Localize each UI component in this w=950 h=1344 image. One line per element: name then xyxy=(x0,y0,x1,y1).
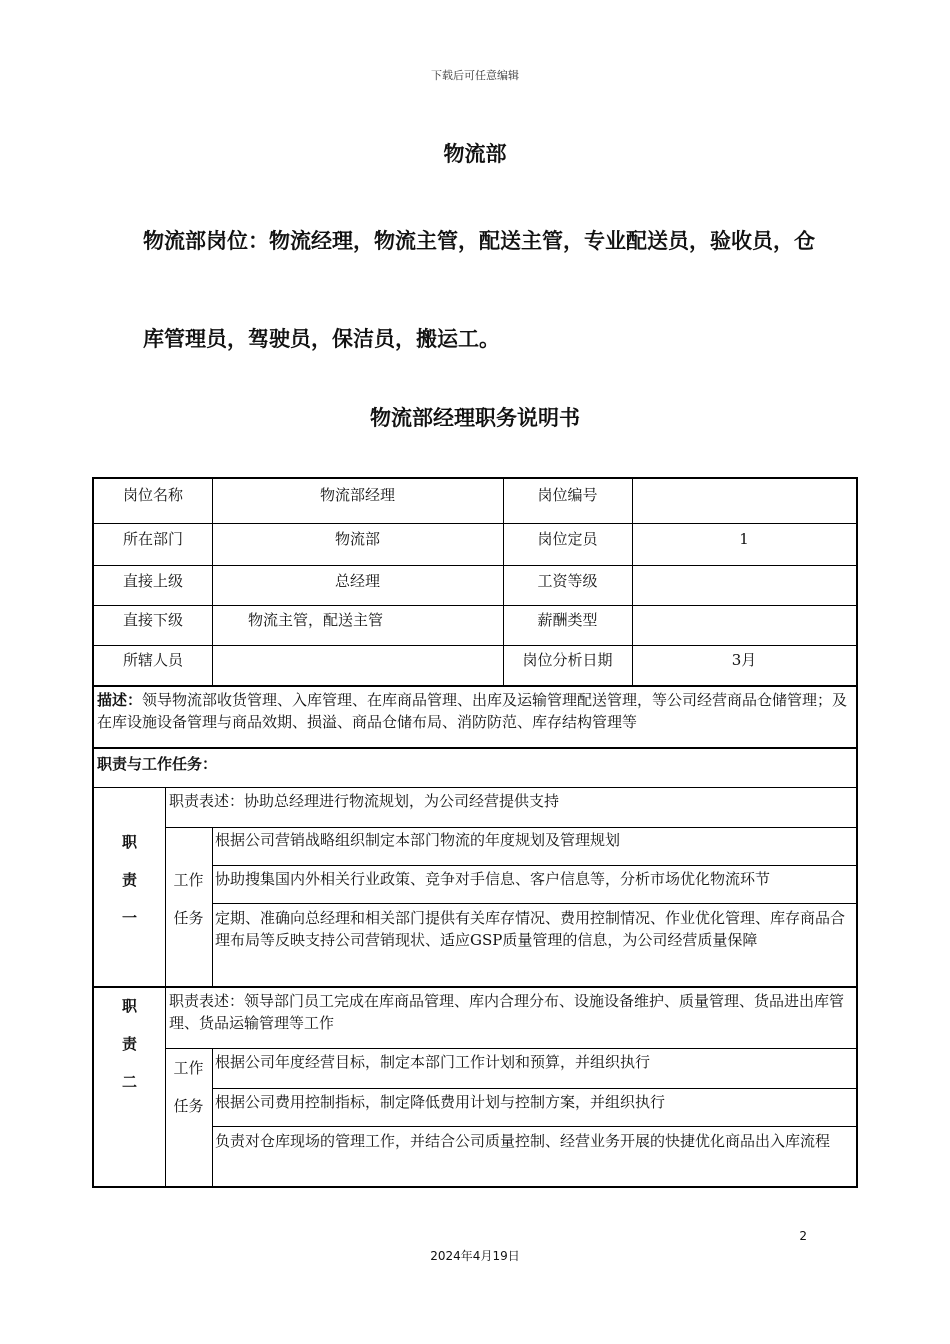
duty2-statement: 职责表述：领导部门员工完成在库商品管理、库内合理分布、设施设备维护、质量管理、货品进出库管理、货品运输管理等工作 xyxy=(169,992,845,1032)
staff-label: 所辖人员 xyxy=(122,651,183,669)
section-title: 物流部 xyxy=(443,142,507,166)
document-title: 物流部经理职务说明书 xyxy=(370,406,580,430)
description-label: 描述： xyxy=(97,691,143,709)
task-label-line: 任务 xyxy=(173,1097,204,1115)
row-divider xyxy=(94,605,856,606)
duty1-label-char: 一 xyxy=(121,909,137,927)
row-divider xyxy=(94,565,856,566)
row-divider xyxy=(212,1126,856,1127)
col-divider xyxy=(212,1048,213,1186)
analysis-date-value: 3月 xyxy=(731,651,757,669)
duty1-task-3: 定期、准确向总经理和相关部门提供有关库存情况、费用控制情况、作业优化管理、库存商品合理布局等反映支持公司营销现状、适应GSP质量管理的信息，为公司经营质量保障 xyxy=(215,909,846,949)
row-divider xyxy=(94,787,856,788)
description-text: 领导物流部收货管理、入库管理、在库商品管理、出库及运输管理配送管理，等公司经营商品仓储管理；及在库设施设备管理与商品效期、损溢、商品仓储布局、消防防范、库存结构管理等 xyxy=(97,691,848,731)
footer-date: 2024年4月19日 xyxy=(430,1249,520,1263)
job-no-label: 岗位编号 xyxy=(537,486,598,504)
duty1-statement: 职责表述：协助总经理进行物流规划，为公司经营提供支持 xyxy=(169,792,560,810)
page-number: 2 xyxy=(799,1229,807,1243)
col-divider xyxy=(212,827,213,986)
task-label-line: 任务 xyxy=(173,909,204,927)
analysis-date-label: 岗位分析日期 xyxy=(522,651,613,669)
duty1-label xyxy=(94,823,165,937)
row-divider xyxy=(94,747,856,749)
duty2-label-char: 责 xyxy=(121,1035,137,1053)
header-note: 下载后可任意编辑 xyxy=(431,69,519,82)
duty2-task-1: 根据公司年度经营目标，制定本部门工作计划和预算，并组织执行 xyxy=(215,1053,651,1071)
duty1-label-char: 责 xyxy=(121,871,137,889)
duty1-task-1: 根据公司营销战略组织制定本部门物流的年度规划及管理规划 xyxy=(215,831,621,849)
row-divider xyxy=(94,523,856,524)
headcount-label: 岗位定员 xyxy=(537,530,598,548)
row-divider xyxy=(212,1088,856,1089)
duties-heading: 职责与工作任务： xyxy=(97,755,218,773)
row-divider xyxy=(94,986,856,988)
positions-list: 物流部岗位：物流经理，物流主管，配送主管，专业配送员，验收员，仓库管理员，驾驶员，保洁员，搬运工。 xyxy=(143,229,815,351)
duty2-label-char: 二 xyxy=(121,1073,137,1091)
job-description-table xyxy=(92,477,858,1188)
job-name-label: 岗位名称 xyxy=(122,486,183,504)
task-label-line: 工作 xyxy=(173,1059,204,1077)
col-divider xyxy=(165,787,166,1186)
row-divider xyxy=(94,645,856,646)
row-divider xyxy=(165,1048,856,1049)
superior-value: 总经理 xyxy=(334,572,380,590)
duty2-task-2: 根据公司费用控制指标，制定降低费用计划与控制方案，并组织执行 xyxy=(215,1093,666,1111)
duty2-label-char: 职 xyxy=(121,997,137,1015)
duty1-task-label xyxy=(165,861,212,937)
grade-label: 工资等级 xyxy=(537,572,598,590)
duty1-label-char: 职 xyxy=(121,833,137,851)
task-label-line: 工作 xyxy=(173,871,204,889)
duty2-task-3: 负责对仓库现场的管理工作，并结合公司质量控制、经营业务开展的快捷优化商品出入库流程 xyxy=(215,1132,831,1150)
job-name-value: 物流部经理 xyxy=(319,486,395,504)
duty2-task-label xyxy=(165,1049,212,1125)
row-divider xyxy=(212,865,856,866)
row-divider xyxy=(94,685,856,687)
dept-label: 所在部门 xyxy=(122,530,183,548)
row-divider xyxy=(165,827,856,828)
duty2-label xyxy=(94,987,165,1101)
subordinate-value: 物流主管，配送主管 xyxy=(248,611,384,629)
row-divider xyxy=(212,903,856,904)
headcount-value: 1 xyxy=(739,530,749,548)
duty1-task-2: 协助搜集国内外相关行业政策、竞争对手信息、客户信息等，分析市场优化物流环节 xyxy=(215,870,771,888)
dept-value: 物流部 xyxy=(334,530,380,548)
pay-type-label: 薪酬类型 xyxy=(537,611,598,629)
subordinate-label: 直接下级 xyxy=(122,611,183,629)
description xyxy=(97,689,853,733)
superior-label: 直接上级 xyxy=(122,572,183,590)
